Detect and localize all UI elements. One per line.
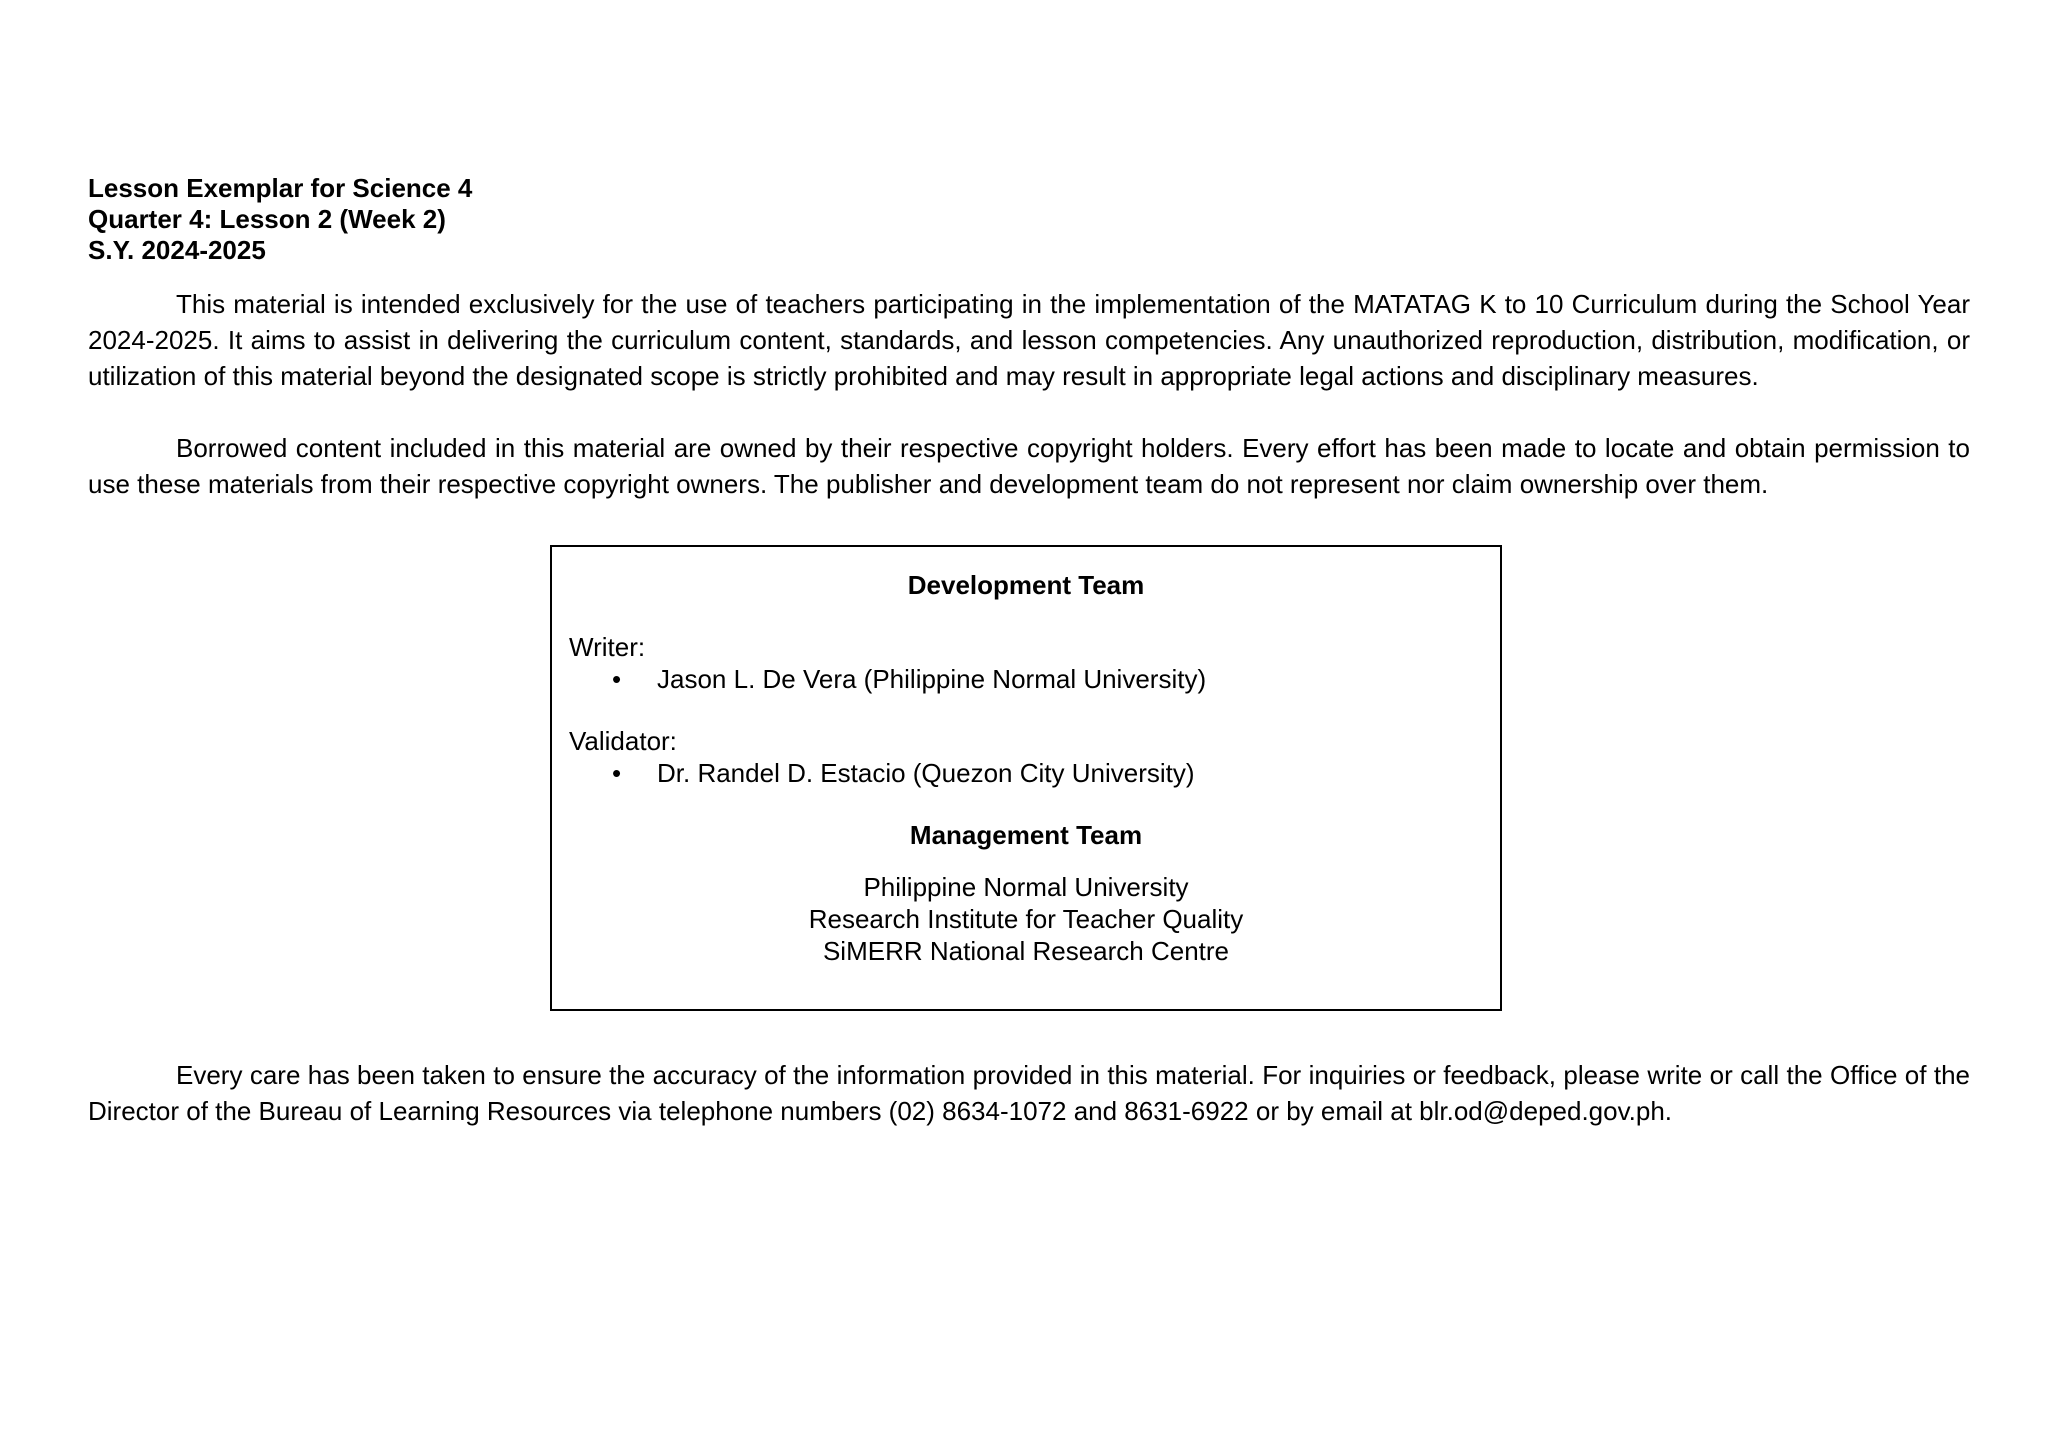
team-box: [550, 545, 1502, 1011]
writer-name: Jason L. De Vera (Philippine Normal University): [657, 664, 1207, 694]
contact-paragraph: Every care has been taken to ensure the accuracy of the information provided in this material. For inquiries or feedback, please write or call the Office of the Director of the Bureau of Learning Resources via telephone numbers (02) 8634-1072 and 8631-6922 or by email at blr.od@deped.gov.ph.: [88, 1060, 1970, 1126]
validator-label: Validator:: [569, 726, 677, 756]
copyright-paragraph: Borrowed content included in this material are owned by their respective copyright holders. Every effort has been made to locate and obtain permission to use these materials from their respective copyright owners. The publisher and development team do not represent nor claim ownership over them.: [88, 433, 1970, 499]
writer-label: Writer:: [569, 632, 646, 662]
development-team-title: Development Team: [907, 570, 1145, 600]
school-year: S.Y. 2024-2025: [88, 235, 266, 265]
management-line: SiMERR National Research Centre: [822, 936, 1230, 966]
document-page: [88, 173, 1970, 502]
writer-item: [552, 663, 1500, 695]
bullet-icon: •: [612, 664, 622, 694]
lesson-title: Lesson Exemplar for Science 4: [88, 173, 473, 203]
management-team-list: [552, 871, 1500, 967]
lesson-quarter: Quarter 4: Lesson 2 (Week 2): [88, 204, 446, 234]
management-line: Research Institute for Teacher Quality: [808, 904, 1244, 934]
validator-name: Dr. Randel D. Estacio (Quezon City University): [657, 758, 1195, 788]
usage-notice-paragraph: This material is intended exclusively for the use of teachers participating in the implementation of the MATATAG K to 10 Curriculum during the School Year 2024-2025. It aims to assist in delivering the curriculum content, standards, and lesson competencies. Any unauthorized reproduction, distribution, modification, or utilization of this material beyond the designated scope is strictly prohibited and may result in appropriate legal actions and disciplinary measures.: [88, 289, 1970, 391]
validator-item: [552, 757, 1500, 789]
bullet-icon: •: [612, 758, 622, 788]
management-team-title: Management Team: [909, 820, 1143, 850]
management-line: Philippine Normal University: [863, 872, 1189, 902]
